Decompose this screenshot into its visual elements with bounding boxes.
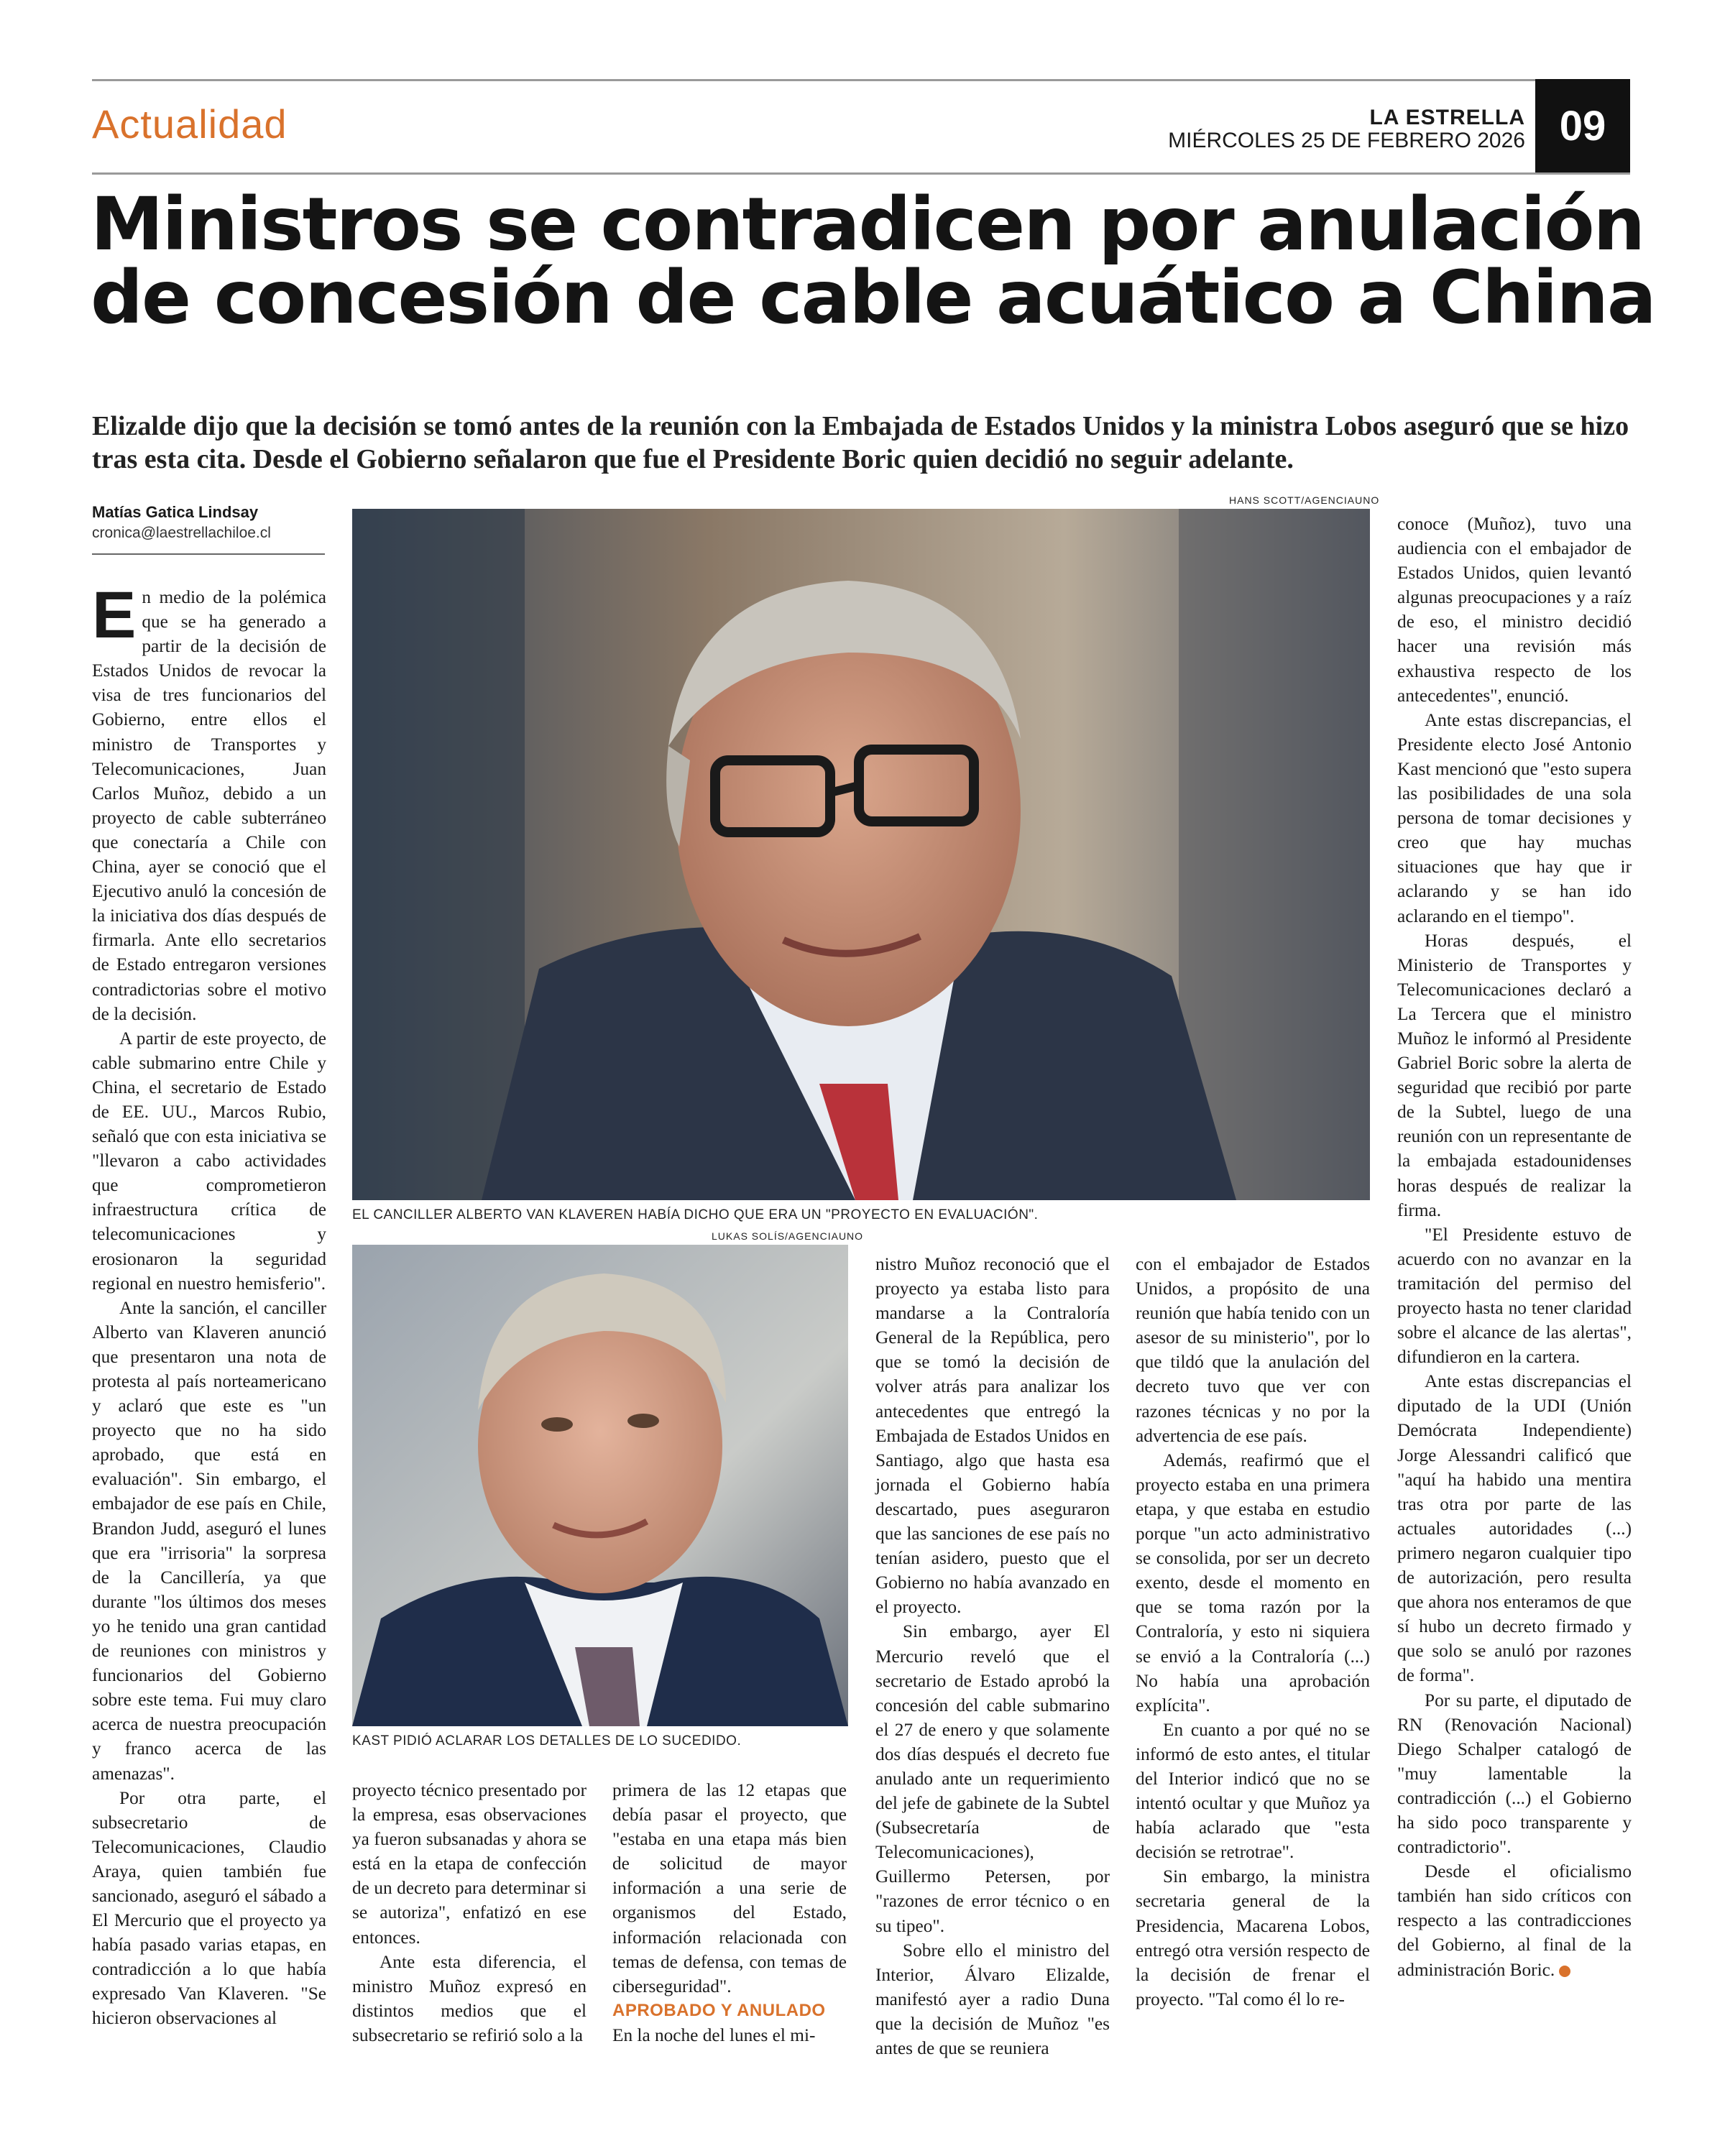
issue-date: MIÉRCOLES 25 DE FEBRERO 2026 [1168, 128, 1525, 152]
paragraph: Sin embargo, la ministra secretaria general de la Presidencia, Macarena Lobos, entregó otra versión respecto de la decisión de frenar el proyecto. "Tal como él lo re- [1136, 1866, 1370, 2009]
paragraph: En medio de la polémica que se ha generado a partir de la decisión de Estados Unidos de revocar la visa de tres funcionarios del Gobierno, entre ellos el ministro de Transportes y Telecomunicaciones, Juan Carlos Muñoz, debido a un proyecto de cable subterráneo que conectaría a Chile con China, ayer se conoció que el Ejecutivo anuló la concesión de la iniciativa dos días después de firmarla. Ante ello secretarios de Estado entregaron versiones contradictorias sobre el motivo de la decisión. [92, 579, 326, 1024]
end-mark-icon [1559, 1966, 1570, 1977]
photo2-caption: KAST PIDIÓ ACLARAR LOS DETALLES DE LO SUCEDIDO. [352, 1733, 742, 1749]
paragraph: nistro Muñoz reconoció que el proyecto ya estaba listo para mandarse a la Contraloría General de la República, pero que se tomó la decisión de volver atrás para analizar los antecedentes que entregó la Embajada de Estados Unidos en Santiago, algo que hasta esa jornada el Gobierno había descartado, pues aseguraron que las sanciones de ese país no tenían asidero, puesto que el Gobierno no había avanzado en el proyecto. [875, 1254, 1110, 1618]
deck: Elizalde dijo que la decisión se tomó antes de la reunión con la Embajada de Estados Unidos y la ministra Lobos aseguró que se hizo tras esta cita. Desde el Gobierno señalaron que fue el Presidente Boric quien decidió no seguir adelante. [92, 411, 1629, 475]
paragraph: "El Presidente estuvo de acuerdo con no avanzar en la tramitación del permiso del proyecto hasta no tener claridad sobre el alcance de las alertas", difundieron en la cartera. [1397, 1224, 1632, 1368]
column-6 [1397, 512, 1632, 1982]
masthead [1168, 106, 1525, 152]
section-label: Actualidad [92, 101, 288, 147]
photo1-caption: EL CANCILLER ALBERTO VAN KLAVEREN HABÍA DICHO QUE ERA UN "PROYECTO EN EVALUACIÓN". [352, 1207, 1039, 1222]
author-email: cronica@laestrellachiloe.cl [92, 525, 271, 541]
headline-line-2: de concesión de cable acuático a China [91, 255, 1655, 341]
paragraph: primera de las 12 etapas que debía pasar el proyecto, que "estaba en una etapa más bien de solicitud de mayor información a una serie de organismos del Estado, información relacionada con temas de defensa, con temas de ciberseguridad". [612, 1780, 847, 1996]
paragraph: A partir de este proyecto, de cable submarino entre Chile y China, el secretario de Estado de EE. UU., Marcos Rubio, señaló que con esta iniciativa se "llevaron a cabo actividades que comprometieron infraestructura crítica de telecomunicaciones y erosionaron la seguridad regional en nuestro hemisferio". [92, 1028, 326, 1294]
top-rule [92, 79, 1535, 81]
drop-cap: E [92, 579, 137, 652]
photo1-credit: HANS SCOTT/AGENCIAUNO [1229, 494, 1380, 506]
page-number: 09 [1535, 79, 1630, 172]
header-bottom-rule [92, 172, 1630, 175]
column-2 [352, 1778, 586, 2047]
byline-rule [92, 553, 325, 555]
photo-kast [352, 1245, 848, 1726]
column-1 [92, 579, 326, 2031]
paragraph: Por otra parte, el subsecretario de Telecomunicaciones, Claudio Araya, quien también fue sancionado, aseguró el sábado a El Mercurio que el proyecto ya había pasado varias etapas, en contradicción a lo que había expresado Van Klaveren. "Se hicieron observaciones al [92, 1787, 326, 2029]
paragraph: Sin embargo, ayer El Mercurio reveló que el secretario de Estado aprobó la concesión del cable submarino el 27 de enero y que solamente dos días después el decreto fue anulado ante un requerimiento del jefe de gabinete de la Subtel (Subsecretaría de Telecomunicaciones), Guillermo Petersen, por "razones de error técnico o en su tipeo". [875, 1621, 1110, 1936]
author-name: Matías Gatica Lindsay [92, 503, 259, 521]
paragraph: con el embajador de Estados Unidos, a propósito de una reunión que había tenido con un asesor de su ministerio", por lo que tildó que la anulación del decreto tuvo que ver con razones técnicas y no por la advertencia de ese país. [1136, 1254, 1370, 1446]
column-4 [875, 1252, 1110, 2060]
paragraph: proyecto técnico presentado por la empresa, esas observaciones ya fueron subsanadas y ahora se está en la etapa de confección de un decreto para determinar si se autoriza", enfatizó en ese entonces. [352, 1780, 586, 1948]
paragraph: Desde el oficialismo también han sido críticos con respecto a las contradicciones del Gobierno, al final de la administración Boric. [1397, 1861, 1632, 1980]
paragraph: Ante la sanción, el canciller Alberto van Klaveren anunció que presentaron una nota de protesta al país norteamericano y aclaró que este es "un proyecto que no ha sido aprobado, que está en evaluación". Sin embargo, el embajador de ese país en Chile, Brandon Judd, aseguró el lunes que era "irrisoria" la sorpresa de la Cancillería, ya que durante "los últimos dos meses yo he tenido una gran cantidad de reuniones con ministros y funcionarios del Gobierno sobre este tema. Fui muy claro acerca de nuestra preocupación y franco acerca de las amenazas". [92, 1297, 326, 1784]
subhead: APROBADO Y ANULADO [612, 2000, 826, 2020]
paper-name: LA ESTRELLA [1369, 106, 1525, 129]
byline [92, 503, 329, 542]
headline [91, 182, 1655, 341]
paragraph: Horas después, el Ministerio de Transportes y Telecomunicaciones declaró a La Tercera que el ministro Muñoz le informó al Presidente Gabriel Boric sobre la alerta de seguridad que recibió por parte de la Subtel, luego de una reunión con un representante de la embajada estadounidenses horas después de realizar la firma. [1397, 930, 1632, 1220]
paragraph: Sobre ello el ministro del Interior, Álvaro Elizalde, manifestó ayer a radio Duna que la decisión de Muñoz "es antes de que se reuniera [875, 1940, 1110, 2058]
paragraph: En cuanto a por qué no se informó de esto antes, el titular del Interior indicó que no se intentó ocultar y que Muñoz ya había aclarado que "esta decisión se retrotrae". [1136, 1719, 1370, 1863]
paragraph: Por su parte, el diputado de RN (Renovación Nacional) Diego Schalper catalogó de "muy lamentable la contradicción (...) el Gobierno ha sido poco transparente y contradictorio". [1397, 1690, 1632, 1858]
paragraph: Además, reafirmó que el proyecto estaba en una primera etapa, y que estaba en estudio porque "un acto administrativo se consolida, por ser un decreto exento, desde el momento en que se toma razón por la Contraloría, y esto ni siquiera se envió a la Contraloría (...) No había una aprobación explícita". [1136, 1450, 1370, 1715]
photo2-credit: LUKAS SOLÍS/AGENCIAUNO [712, 1230, 864, 1242]
paragraph: Ante estas discrepancias el diputado de la UDI (Unión Demócrata Independiente) Jorge Alessandri calificó que "aquí ha habido una mentira tras otra por parte de las actuales autoridades (...) primero negaron cualquier tipo de autorización, pero resulta que ahora nos enteramos de que sí hubo un decreto firmado y que solo se anuló por razones de forma". [1397, 1371, 1632, 1686]
paragraph: En la noche del lunes el mi- [612, 2024, 816, 2045]
column-3 [612, 1778, 847, 2047]
headline-line-1: Ministros se contradicen por anulación [91, 182, 1644, 267]
paragraph: Ante estas discrepancias, el Presidente electo José Antonio Kast mencionó que "esto supera las posibilidades de una sola persona de tomar decisiones y creo que hay muchas situaciones que hay que ir aclarando y se han ido aclarando en el tiempo". [1397, 709, 1632, 926]
paragraph: Ante esta diferencia, el ministro Muñoz expresó en distintos medios que el subsecretario se refirió solo a la [352, 1951, 586, 2045]
column-5 [1136, 1252, 1370, 2012]
photo-van-klaveren [352, 509, 1370, 1200]
paragraph: conoce (Muñoz), tuvo una audiencia con el embajador de Estados Unidos, quien levantó algunas preocupaciones y a raíz de eso, el ministro decidió hacer una revisión más exhaustiva respecto de los antecedentes", enunció. [1397, 514, 1632, 706]
